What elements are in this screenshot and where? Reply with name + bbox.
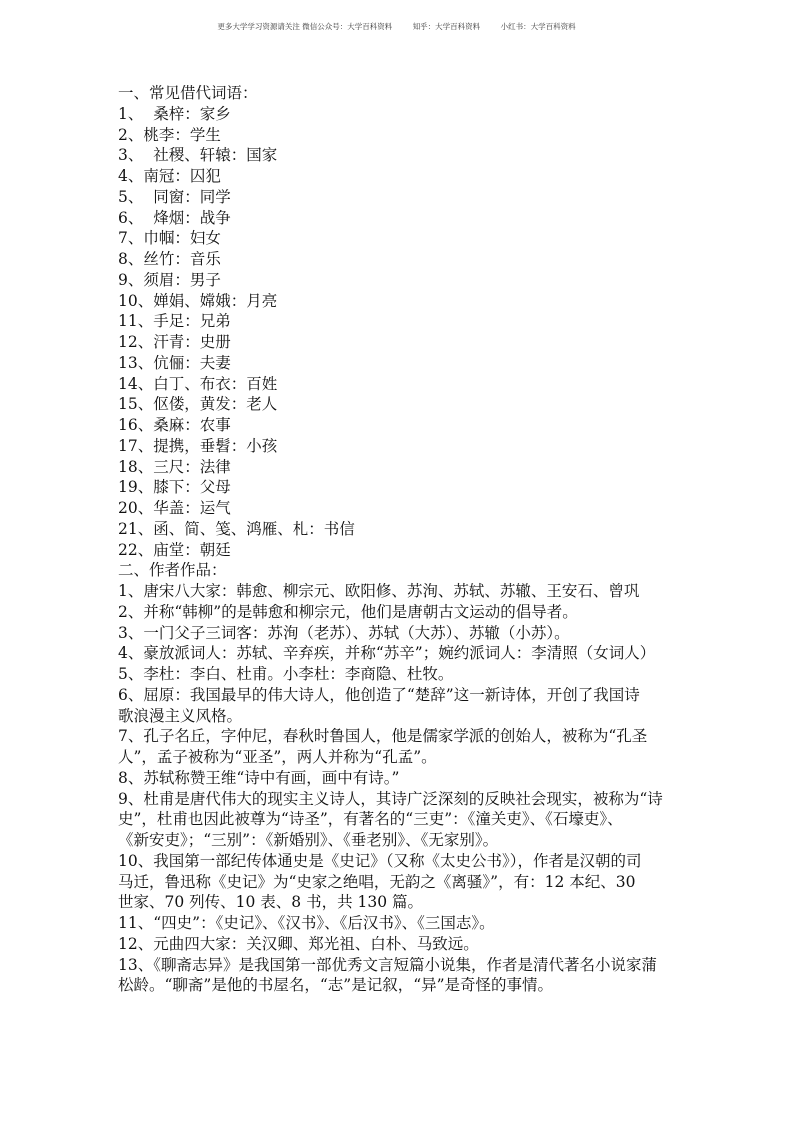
list-item: 2、桃李：学生 [118, 125, 221, 144]
list-item: 10、婵娟、嫦娥：月亮 [118, 291, 278, 310]
list-item [118, 581, 698, 602]
header-xiaohongshu-text: 小红书：大学百科资料 [500, 22, 576, 31]
list-item-line: 歌浪漫主义风格。 [118, 706, 243, 725]
list-item [118, 726, 698, 768]
list-item: 15、伛偻，黄发：老人 [118, 395, 278, 414]
list-item: 1、 桑梓：家乡 [118, 104, 231, 123]
list-item: 5、 同窗：同学 [118, 187, 231, 206]
list-item: 4、南冠：囚犯 [118, 167, 221, 185]
list-item-line: 12、元曲四大家：关汉卿、郑光祖、白朴、马致远。 [118, 934, 479, 953]
list-item [118, 955, 698, 997]
list-item: 22、庙堂：朝廷 [118, 540, 231, 559]
page-header [0, 21, 793, 32]
section-title: 一、常见借代词语： [118, 84, 258, 102]
list-item: 14、白丁、布衣：百姓 [118, 374, 278, 393]
list-item [118, 934, 698, 955]
list-item-line: 1、唐宋八大家：韩愈、柳宗元、欧阳修、苏洵、苏轼、苏辙、王安石、曾巩 [118, 582, 640, 600]
document-body [118, 83, 698, 996]
list-item [118, 602, 698, 623]
metonymy-list [118, 104, 698, 561]
list-item-line: 4、豪放派词人：苏轼、辛弃疾，并称“苏辛”；婉约派词人：李清照（女词人） [118, 644, 656, 663]
list-item: 9、须眉：男子 [118, 270, 221, 289]
list-item-line: 松龄。“聊斋”是他的书屋名，“志”是记叙，“异”是奇怪的事情。 [118, 976, 554, 995]
list-item: 13、伉俪：夫妻 [118, 353, 231, 372]
list-item-line: 7、孔子名丘，字仲尼，春秋时鲁国人，他是儒家学派的创始人，被称为“孔圣 [118, 727, 648, 746]
list-item-line: 世家、70 列传、10 表、8 书，共 130 篇。 [118, 893, 424, 912]
list-item: 20、华盖：运气 [118, 499, 231, 517]
list-item-line: 史”，杜甫也因此被尊为“诗圣”，有著名的“三吏”：《潼关吏》、《石壕吏》、 [118, 810, 623, 829]
list-item-line: 11、“四史”：《史记》、《汉书》、《后汉书》、《三国志》。 [118, 914, 495, 932]
list-item: 7、巾帼：妇女 [118, 229, 221, 248]
list-item: 12、汗青：史册 [118, 333, 231, 351]
section-title: 二、作者作品： [118, 561, 227, 580]
list-item-line: 13、《聊斋志异》是我国第一部优秀文言短篇小说集，作者是清代著名小说家蒲 [118, 955, 657, 974]
list-item-line: 10、我国第一部纪传体通史是《史记》（又称《太史公书》），作者是汉朝的司 [118, 851, 642, 870]
list-item-line: 人”，孟子被称为“亚圣”，两人并称为“孔孟”。 [118, 748, 437, 766]
list-item-line: 6、屈原：我国最早的伟大诗人，他创造了“楚辞”这一新诗体，开创了我国诗 [118, 685, 640, 704]
list-item-line: 8、苏轼称赞王维“诗中有画，画中有诗。” [118, 768, 400, 787]
list-item-line: 5、李杜：李白、杜甫。小李杜：李商隐、杜牧。 [118, 665, 454, 683]
list-item: 11、手足：兄弟 [118, 312, 231, 331]
list-item-line: 2、并称“韩柳”的是韩愈和柳宗元，他们是唐朝古文运动的倡导者。 [118, 602, 578, 621]
header-wechat-text: 更多大学学习资源请关注 微信公众号：大学百科资料 [217, 22, 393, 31]
list-item: 8、丝竹：音乐 [118, 250, 221, 268]
authors-works-list [118, 581, 698, 996]
list-item-line: 3、一门父子三词客：苏洵（老苏）、苏轼（大苏）、苏辙（小苏）。 [118, 623, 570, 642]
list-item [118, 643, 698, 664]
list-item: 18、三尺：法律 [118, 457, 231, 476]
list-item-line: 马迁，鲁迅称《史记》为“史家之绝唱，无韵之《离骚》”，有：12 本纪、30 [118, 872, 636, 891]
list-item [118, 623, 698, 644]
list-item: 21、函、简、笺、鸿雁、札：书信 [118, 519, 355, 538]
list-item-line: 《新安吏》；“三别”：《新婚别》、《垂老别》、《无家别》。 [118, 831, 499, 849]
list-item [118, 851, 698, 913]
list-item: 3、 社稷、轩辕：国家 [118, 146, 278, 165]
list-item: 16、桑麻：农事 [118, 416, 231, 434]
list-item [118, 664, 698, 685]
list-item: 17、提携，垂髫：小孩 [118, 436, 278, 455]
list-item [118, 685, 698, 727]
header-zhihu-text: 知乎：大学百科资料 [412, 22, 481, 31]
list-item-line: 9、杜甫是唐代伟大的现实主义诗人，其诗广泛深刻的反映社会现实，被称为“诗 [118, 789, 663, 808]
list-item [118, 768, 698, 789]
list-item [118, 913, 698, 934]
list-item: 19、膝下：父母 [118, 478, 231, 497]
list-item: 6、 烽烟：战争 [118, 208, 231, 227]
list-item [118, 789, 698, 851]
